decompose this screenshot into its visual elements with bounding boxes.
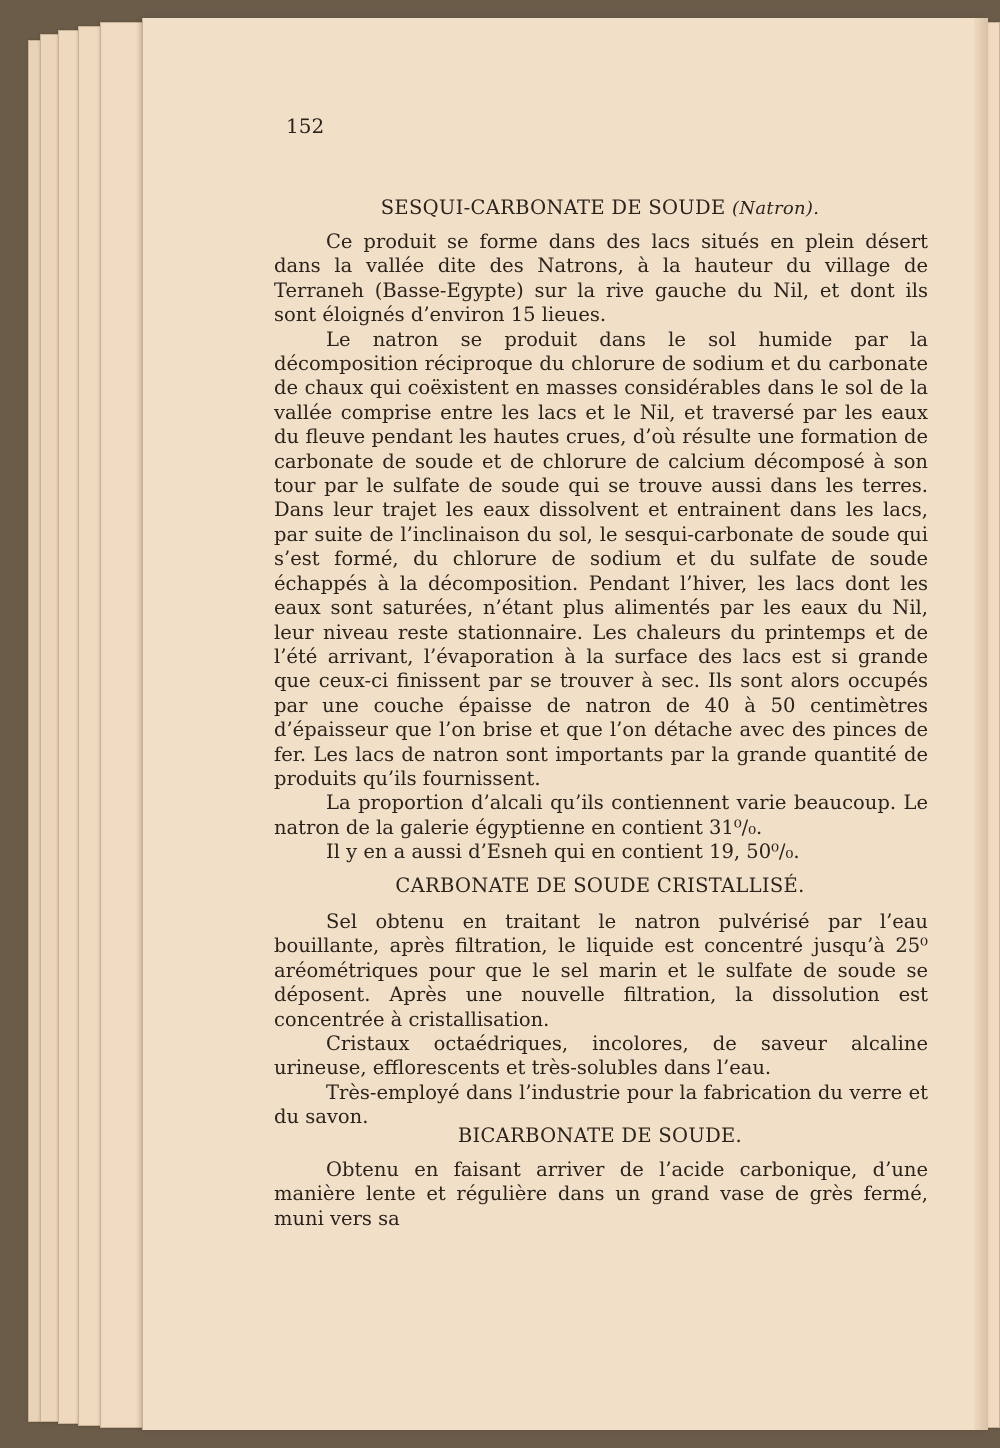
section-title: CARBONATE DE SOUDE CRISTALLISÉ.: [395, 874, 805, 897]
paragraph: Il y en a aussi d’Esneh qui en contient 19, 50⁰/₀.: [326, 840, 800, 864]
paragraph: Sel obtenu en traitant le natron pulvérisé par l’eau bouillante, après filtration, le liquide est concentré jusqu’à 25⁰ aréométriques pour que le sel marin et le sulfate de soude se déposent. Après une nouvelle filtration, la dissolution est concentrée à cristallisation.: [274, 910, 928, 1031]
section-heading-bicarbonate: [272, 1124, 928, 1148]
section-title: SESQUI-CARBONATE DE SOUDE: [380, 196, 726, 219]
paragraph: Obtenu en faisant arriver de l’acide carbonique, d’une manière lente et régulière dans un grand vase de grès fermé, muni vers sa: [274, 1158, 928, 1230]
paragraph: Ce produit se forme dans des lacs situés en plein désert dans la vallée dite des Natrons, à la hauteur du village de Terraneh (Basse-Egypte) sur la rive gauche du Nil, et dont ils sont éloignés d’environ 15 lieues.: [274, 230, 928, 327]
paragraph: Cristaux octaédriques, incolores, de saveur alcaline urineuse, efflorescents et très-solubles dans l’eau.: [274, 1032, 928, 1080]
section-body-natron: [274, 230, 928, 865]
section-heading-carbonate: [272, 874, 928, 898]
paragraph: Le natron se produit dans le sol humide par la décomposition réciproque du chlorure de sodium et du carbonate de chaux qui coëxistent en masses considérables dans le sol de la vallée comprise entre les lacs et le Nil, et traversé par les eaux du fleuve pendant les hautes crues, d’où résulte une formation de carbonate de soude et de chlorure de calcium décomposé à son tour par le sulfate de soude qui se trouve aussi dans les terres. Dans leur trajet les eaux dissolvent et entrainent dans les lacs, par suite de l’inclinaison du sol, le sesqui-carbonate de soude qui s’est formé, du chlorure de sodium et du sulfate de soude échappés à la décomposition. Pendant l’hiver, les lacs dont les eaux sont saturées, n’étant plus alimentés par les eaux du Nil, leur niveau reste stationnaire. Les chaleurs du printemps et de l’été arrivant, l’évaporation à la surface des lacs est si grande que ceux-ci finissent par se trouver à sec. Ils sont alors occupés par une couche épaisse de natron de 40 à 50 centimètres d’épaisseur que l’on brise et que l’on détache avec des pinces de fer. Les lacs de natron sont importants par la grande quantité de produits qu’ils fournissent.: [274, 327, 928, 790]
paragraph: Très-employé dans l’industrie pour la fabrication du verre et du savon.: [274, 1080, 928, 1129]
section-heading-natron: [272, 196, 928, 221]
section-subtitle: (Natron).: [732, 198, 820, 219]
page-gutter: [974, 18, 988, 1430]
paragraph: La proportion d’alcali qu’ils contiennent varie beaucoup. Le natron de la galerie égyptienne en contient 31⁰/₀.: [274, 791, 928, 839]
section-body-bicarbonate: [274, 1158, 928, 1231]
page-number: 152: [286, 114, 325, 138]
section-body-carbonate: [274, 910, 928, 1130]
section-title: BICARBONATE DE SOUDE.: [457, 1124, 743, 1147]
